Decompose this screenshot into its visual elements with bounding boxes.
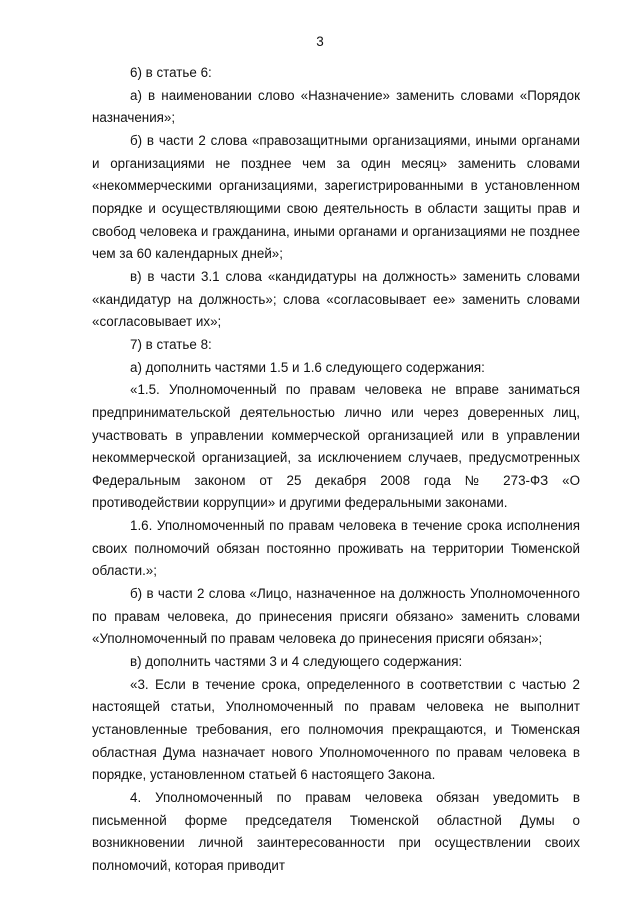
paragraph-part-3: «3. Если в течение срока, определенного в соответствии с частью 2 настоящей статьи, Уполномоченный по правам человека не выполнит установленные требования, его полномочия прекращаются, и Тюменская областная Дума назначает нового Уполномоченного по правам человека в порядке, установленном статьей 6 настоящего Закона. bbox=[92, 676, 580, 783]
paragraph-6b: б) в части 2 слова «правозащитными организациями, иными органами и организациями не позднее чем за один месяц» заменить словами «некоммерческими организациями, зарегистрированными в установленном порядке и осуществляющими свою деятельность в области защиты прав и свобод человека и гражданина, иными органами и организациями не позднее чем за 60 календарных дней»; bbox=[92, 132, 580, 262]
paragraph-6v: в) в части 3.1 слова «кандидатуры на должность» заменить словами «кандидатур на должность»; слова «согласовывает ее» заменить словами «согласовывает их»; bbox=[92, 268, 580, 330]
paragraph-8a: а) дополнить частями 1.5 и 1.6 следующего содержания: bbox=[130, 359, 485, 375]
paragraph-6a: а) в наименовании слово «Назначение» заменить словами «Порядок назначения»; bbox=[92, 87, 580, 126]
page-number: 3 bbox=[316, 34, 324, 49]
document-body bbox=[92, 62, 580, 878]
paragraph-part-1-6: 1.6. Уполномоченный по правам человека в течение срока исполнения своих полномочий обязан постоянно проживать на территории Тюменской области.»; bbox=[92, 518, 580, 579]
paragraph-article-8: 7) в статье 8: bbox=[130, 336, 212, 352]
paragraph-8b: б) в части 2 слова «Лицо, назначенное на должность Уполномоченного по правам человека, до принесения присяги обязано» заменить словами «Уполномоченный по правам человека до принесения присяги обязан»; bbox=[92, 586, 580, 647]
paragraph-part-1-5: «1.5. Уполномоченный по правам человека не вправе заниматься предпринимательской деятельностью лично или через доверенных лиц, участвовать в управлении коммерческой организацией или в управлении некоммерческой организацией, за исключением случаев, предусмотренных Федеральным законом от 25 декабря 2008 года № 273-ФЗ «О противодействии коррупции» и другими федеральными законами. bbox=[92, 382, 580, 511]
paragraph-part-4: 4. Уполномоченный по правам человека обязан уведомить в письменной форме председателя Тюменской областной Думы о возникновении личной заинтересованности при осуществлении своих полномочий, которая приводит bbox=[92, 790, 580, 873]
paragraph-article-6: 6) в статье 6: bbox=[130, 65, 212, 80]
paragraph-8v: в) дополнить частями 3 и 4 следующего содержания: bbox=[130, 654, 463, 670]
